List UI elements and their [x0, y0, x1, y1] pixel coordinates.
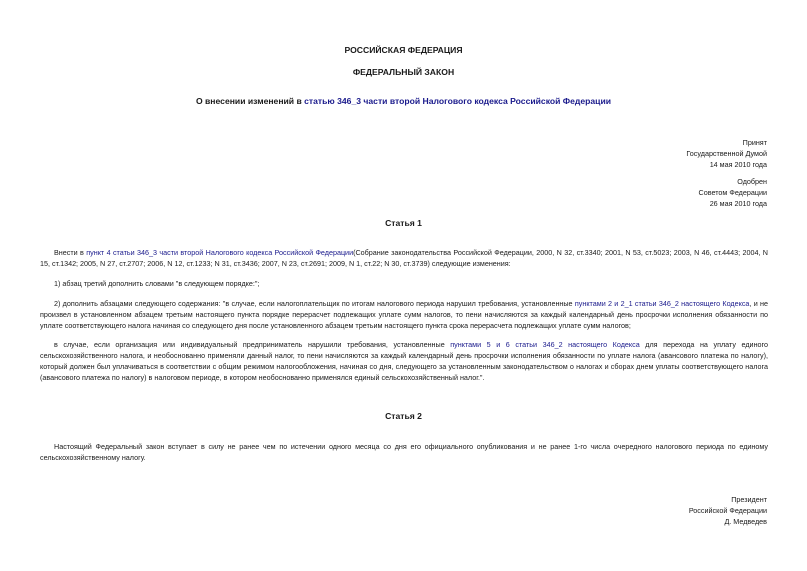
article1-heading: Статья 1 — [385, 218, 422, 228]
signature-line3: Д. Медведев — [724, 517, 767, 526]
law-title-link[interactable]: статью 346_3 части второй Налогового кодекса Российской Федерации — [304, 96, 612, 106]
article1-p1-text: (Собрание законодательства Российской Федерации, 2000, N 32, ст.3340; 2001, N 53, ст.5023; 2003, N 46, ст.4443; 2004, N 15, ст.1342; 2005, N 27, ст.2707; 2006, N 12, ст.1233; N 31, ст.3436; 2007, N 23, ст.2691; 2009, N 1, ст.22; N 30, ст.3739) следующие изменения: — [40, 248, 768, 268]
article1-item2-text: , и не произвел в установленном абзацем третьим настоящего пункта порядке перерасчет подлежащих уплате сумм налогов, то пени начисляются за каждый календарный день просрочки исполнения обязанности по уплате соответствующего налога начиная со следующего дня после установленного абзацем третьим настоящего пункта срока перерасчета подлежащих уплате сумм налогов; — [40, 299, 769, 330]
approval-line1: Одобрен — [737, 177, 767, 186]
article1-item1: 1) абзац третий дополнить словами "в следующем порядке:"; — [54, 279, 260, 288]
approval-block — [699, 176, 767, 209]
article1-p1-link[interactable]: пункт 4 статьи 346_3 части второй Налогового кодекса Российской Федерации — [86, 248, 354, 257]
adoption-line3: 14 мая 2010 года — [709, 160, 767, 169]
country-heading: РОССИЙСКАЯ ФЕДЕРАЦИЯ — [344, 45, 463, 55]
article1-item3-prefix: в случае, если организация или индивидуальный предприниматель нарушили требования, установленные — [54, 340, 451, 349]
article1-item2-prefix: 2) дополнить абзацами следующего содержания: "в случае, если налогоплательщик по итогам налогового периода нарушил требования, установленные — [54, 299, 575, 308]
article1-item2-link[interactable]: пунктами 2 и 2_1 статьи 346_2 настоящего Кодекса — [574, 299, 750, 308]
signature-block — [689, 494, 767, 527]
adoption-line2: Государственной Думой — [686, 149, 767, 158]
article1-item2 — [40, 298, 768, 331]
article2-text: Настоящий Федеральный закон вступает в силу не ранее чем по истечении одного месяца со дня его официального опубликования и не ранее 1-го числа очередного налогового периода по единому сельскохозяйственному налогу. — [40, 442, 768, 462]
adoption-line1: Принят — [742, 138, 767, 147]
law-title — [0, 96, 807, 107]
law-type-heading: ФЕДЕРАЛЬНЫЙ ЗАКОН — [352, 67, 455, 77]
approval-line3: 26 мая 2010 года — [709, 199, 767, 208]
article2-heading: Статья 2 — [385, 411, 422, 421]
adoption-block — [686, 137, 767, 170]
signature-line2: Российской Федерации — [688, 506, 767, 515]
article1-p1-prefix: Внести в — [54, 248, 87, 257]
law-title-prefix: О внесении изменений в — [195, 96, 305, 106]
article1-item3-text: для перехода на уплату единого сельскохозяйственного налога, и необоснованно применяли данный налог, то пени начисляются за каждый календарный день просрочки исполнения обязанности по уплате налога (авансового платежа по налогу), который должен был уплачиваться в соответствии с общим режимом налогообложения, начиная со дня, следующего за установленным законодательством о налогах и сборах днем уплаты соответствующего налога (авансового платежа по налогу) в налоговом периоде, в котором необоснованно применялся единый сельскохозяйственный налог.". — [40, 340, 768, 382]
article1-paragraph1 — [40, 247, 768, 269]
article1-item3 — [40, 339, 768, 383]
article1-item3-link[interactable]: пунктами 5 и 6 статьи 346_2 настоящего Кодекса — [450, 340, 640, 349]
approval-line2: Советом Федерации — [698, 188, 767, 197]
signature-line1: Президент — [731, 495, 767, 504]
